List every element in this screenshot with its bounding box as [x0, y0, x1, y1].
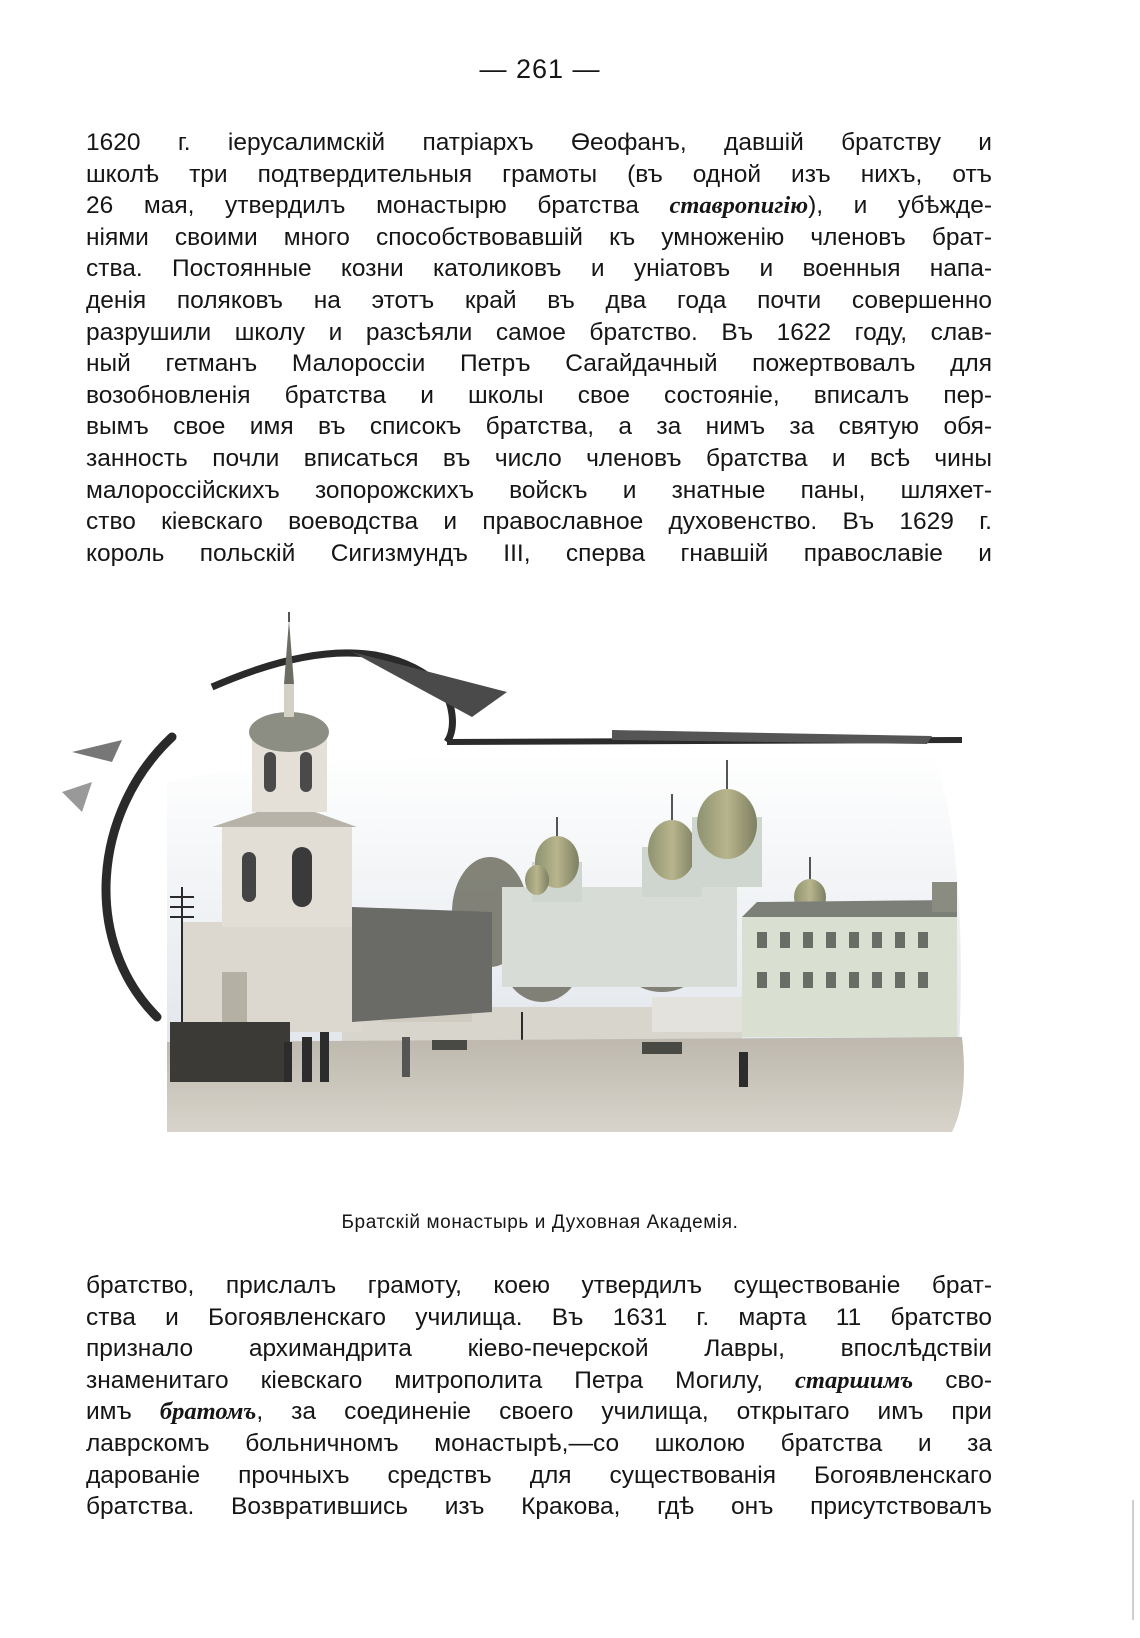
page-edge-shadow — [1132, 1500, 1134, 1620]
text-line: братства. Возвратившись изъ Кракова, гдѣ онъ присутствовалъ — [86, 1493, 992, 1521]
text-line-part: имъ — [86, 1398, 132, 1426]
text-line: нiями своими много способствовавшiй къ умноженiю членовъ брат- — [86, 223, 992, 251]
text-line-part: сво- — [945, 1366, 993, 1394]
text-line: денiя поляковъ на этотъ край въ два года почти совершенно — [86, 286, 992, 314]
text-line — [86, 190, 992, 222]
text-line: вымъ свое имя въ списокъ братства, а за нимъ за святую обя- — [86, 413, 992, 441]
text-line: ный гетманъ Малороссiи Петръ Сагайдачный пожертвовалъ для — [86, 350, 992, 378]
text-line: 1620 г. iерусалимскiй патрiархъ Өеофанъ, давшiй братству и — [86, 129, 992, 156]
figure-caption: Братскiй монастырь и Духовная Академiя. — [341, 1212, 739, 1233]
text-line: малороссiйскихъ зопорожскихъ войскъ и знатные паны, шляхет- — [86, 476, 992, 504]
text-line: дарованiе прочныхъ средствъ для существованiя Богоявленскаго — [86, 1461, 992, 1489]
text-line: лаврскомъ больничномъ монастырѣ,—со школою братства и за — [86, 1429, 992, 1457]
text-line: возобновленiя братства и школы свое состоянiе, вписалъ пер- — [86, 381, 992, 409]
page-number: — 261 — — [479, 54, 601, 84]
text-line: занность почли вписаться въ число членовъ братства и всѣ чины — [86, 444, 992, 472]
text-line: ство кiевскаго воеводства и православное духовенство. Въ 1629 г. — [86, 508, 992, 536]
illustration-monastery — [52, 612, 1027, 1192]
text-line: признало архимандрита кiево-печерской Лавры, впослѣдствiи — [86, 1335, 992, 1363]
text-line-part: знаменитаго кiевскаго митрополита Петра Могилу, — [86, 1366, 764, 1394]
paragraph-bottom — [86, 1270, 992, 1523]
text-line: школѣ три подтвердительныя грамоты (въ одной изъ нихъ, отъ — [86, 160, 992, 188]
text-line: ства и Богоявленскаго училища. Въ 1631 г. марта 11 братство — [86, 1303, 992, 1331]
italic-term-bratom: братомъ — [159, 1398, 257, 1426]
text-line — [86, 1365, 992, 1397]
text-line: ства. Постоянные козни католиковъ и унiатовъ и военныя напа- — [86, 255, 992, 283]
text-line: братство, прислалъ грамоту, коею утвердилъ существованiе брат- — [86, 1272, 992, 1299]
text-line-part: , за соединенiе своего училища, открытаго имъ при — [256, 1398, 992, 1426]
monastery-illustration-svg — [52, 612, 1027, 1192]
text-line: разрушили школу и разсѣяли самое братство. Въ 1622 году, слав- — [86, 318, 992, 346]
italic-term-stavropigia: ставропигiю — [669, 192, 809, 220]
italic-term-starshim: старшимъ — [795, 1366, 914, 1394]
text-line: король польскiй Сигизмундъ III, сперва гнавшiй православiе и — [86, 539, 992, 567]
text-line-part: 26 мая, утвердилъ монастырю братства — [86, 192, 639, 220]
text-line — [86, 1396, 992, 1428]
text-line-part: ), и убѣжде- — [808, 192, 993, 220]
paragraph-top — [86, 127, 992, 569]
academy-building — [742, 882, 957, 1037]
